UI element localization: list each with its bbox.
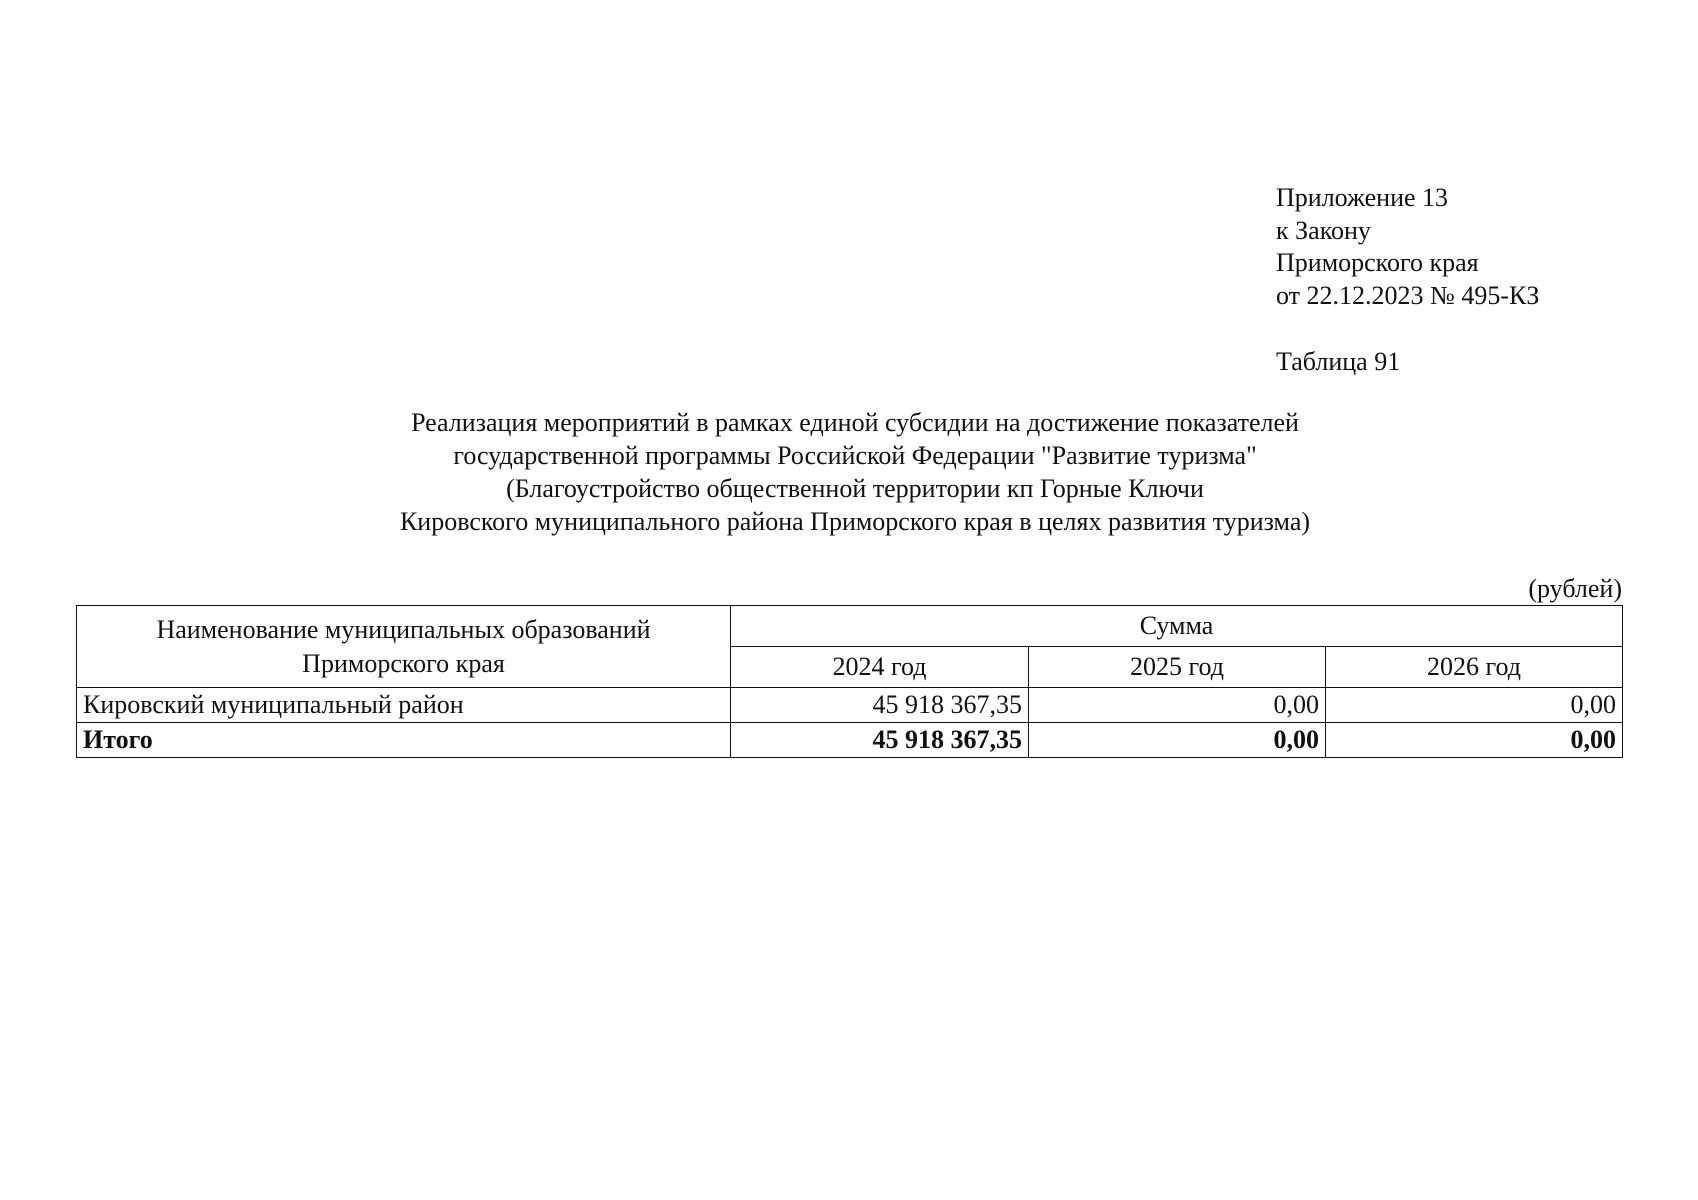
document-title (260, 406, 1450, 538)
appendix-line: Приморского края (1276, 248, 1479, 277)
total-value-2025: 0,00 (1029, 723, 1326, 758)
header-year-2025: 2025 год (1029, 647, 1326, 688)
total-value-2024: 45 918 367,35 (731, 723, 1029, 758)
table-number: Таблица 91 (1276, 347, 1401, 376)
header-sum: Сумма (731, 606, 1623, 647)
table-row (77, 688, 1623, 723)
header-municipality (77, 606, 731, 688)
units-label: (рублей) (1528, 574, 1622, 603)
header-year-2026: 2026 год (1326, 647, 1623, 688)
total-row (77, 723, 1623, 758)
total-value-2026: 0,00 (1326, 723, 1623, 758)
title-line: (Благоустройство общественной территории кп Горные Ключи (506, 474, 1204, 503)
appendix-block (1276, 182, 1539, 312)
total-name: Итого (77, 723, 731, 758)
row-value-2026: 0,00 (1326, 688, 1623, 723)
row-value-2025: 0,00 (1029, 688, 1326, 723)
row-value-2024: 45 918 367,35 (731, 688, 1029, 723)
title-line: Реализация мероприятий в рамках единой субсидии на достижение показателей (411, 408, 1299, 437)
header-year-2024: 2024 год (731, 647, 1029, 688)
appendix-line: от 22.12.2023 № 495-КЗ (1276, 280, 1540, 310)
title-line: государственной программы Российской Федерации "Развитие туризма" (453, 441, 1257, 470)
header-name-line: Приморского края (302, 648, 505, 678)
appendix-line: к Закону (1276, 215, 1371, 245)
row-name: Кировский муниципальный район (77, 688, 731, 723)
appendix-line: Приложение 13 (1276, 183, 1449, 212)
subsidy-table (76, 605, 1623, 758)
header-name-line: Наименование муниципальных образований (156, 614, 651, 644)
title-line: Кировского муниципального района Приморского края в целях развития туризма) (399, 507, 1311, 536)
